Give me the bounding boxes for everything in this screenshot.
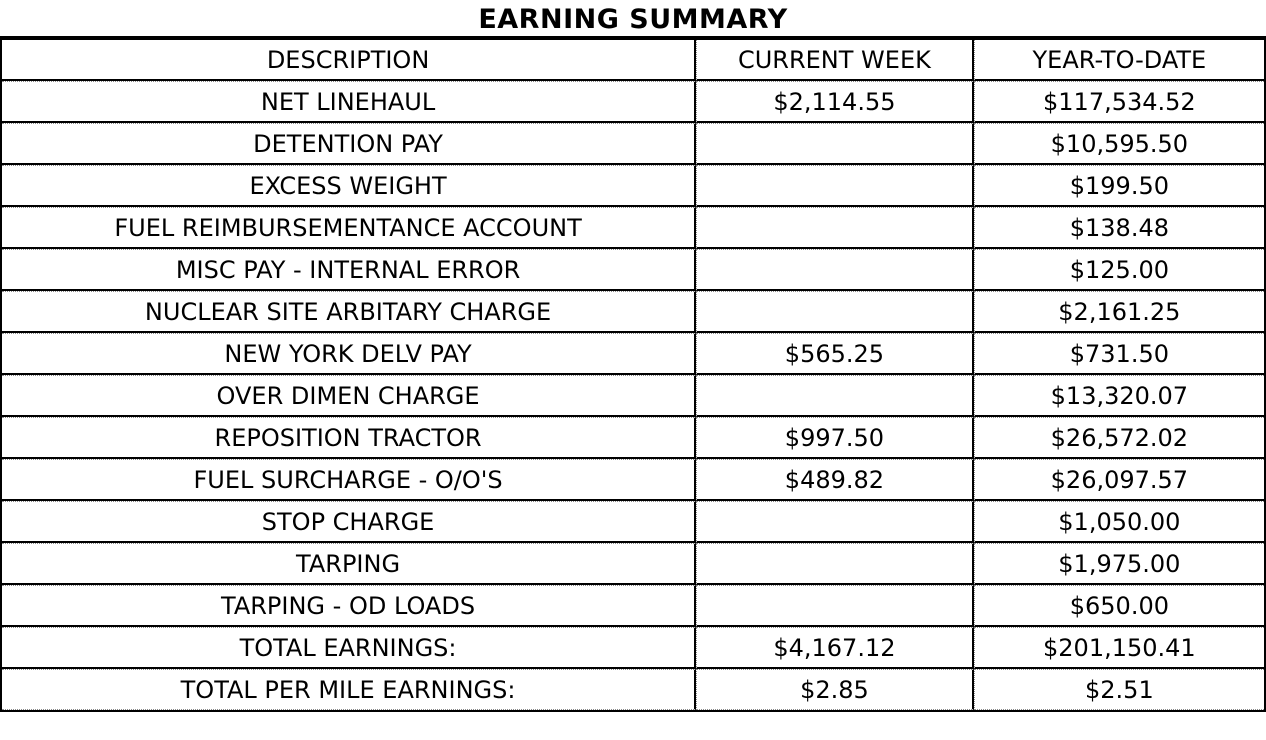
table-row — [2, 81, 1264, 123]
cell-current-week — [696, 165, 974, 207]
header-row — [2, 40, 1264, 81]
earning-summary-table — [0, 36, 1266, 712]
cell-current-week — [696, 249, 974, 291]
table-row — [2, 627, 1264, 669]
cell-year-to-date: $13,320.07 — [974, 375, 1264, 417]
cell-description: TOTAL PER MILE EARNINGS: — [2, 669, 696, 710]
table-row — [2, 165, 1264, 207]
cell-year-to-date: $2,161.25 — [974, 291, 1264, 333]
cell-description: REPOSITION TRACTOR — [2, 417, 696, 459]
cell-year-to-date: $125.00 — [974, 249, 1264, 291]
cell-year-to-date: $1,975.00 — [974, 543, 1264, 585]
cell-description: EXCESS WEIGHT — [2, 165, 696, 207]
table-row — [2, 501, 1264, 543]
cell-current-week: $489.82 — [696, 459, 974, 501]
cell-year-to-date: $201,150.41 — [974, 627, 1264, 669]
cell-year-to-date: $2.51 — [974, 669, 1264, 710]
table-row — [2, 585, 1264, 627]
cell-year-to-date: $650.00 — [974, 585, 1264, 627]
table-row — [2, 207, 1264, 249]
table-row — [2, 459, 1264, 501]
cell-year-to-date: $731.50 — [974, 333, 1264, 375]
column-header-current-week: CURRENT WEEK — [696, 40, 974, 81]
cell-current-week — [696, 543, 974, 585]
table-row — [2, 123, 1264, 165]
cell-description: NUCLEAR SITE ARBITARY CHARGE — [2, 291, 696, 333]
table-row — [2, 249, 1264, 291]
table-row — [2, 375, 1264, 417]
table-body — [2, 81, 1264, 710]
table-row — [2, 291, 1264, 333]
cell-year-to-date: $26,572.02 — [974, 417, 1264, 459]
cell-current-week: $4,167.12 — [696, 627, 974, 669]
cell-current-week — [696, 501, 974, 543]
cell-year-to-date: $10,595.50 — [974, 123, 1264, 165]
page-title: EARNING SUMMARY — [478, 4, 788, 35]
cell-current-week — [696, 207, 974, 249]
cell-description: MISC PAY - INTERNAL ERROR — [2, 249, 696, 291]
cell-description: FUEL SURCHARGE - O/O'S — [2, 459, 696, 501]
cell-description: NET LINEHAUL — [2, 81, 696, 123]
column-header-year-to-date: YEAR-TO-DATE — [974, 40, 1264, 81]
column-header-description: DESCRIPTION — [2, 40, 696, 81]
cell-current-week: $565.25 — [696, 333, 974, 375]
cell-description: OVER DIMEN CHARGE — [2, 375, 696, 417]
cell-current-week — [696, 375, 974, 417]
cell-description: FUEL REIMBURSEMENTANCE ACCOUNT — [2, 207, 696, 249]
table-row — [2, 669, 1264, 710]
cell-description: NEW YORK DELV PAY — [2, 333, 696, 375]
cell-current-week — [696, 123, 974, 165]
table-row — [2, 333, 1264, 375]
cell-description: TARPING - OD LOADS — [2, 585, 696, 627]
cell-current-week — [696, 291, 974, 333]
cell-year-to-date: $117,534.52 — [974, 81, 1264, 123]
cell-description: DETENTION PAY — [2, 123, 696, 165]
cell-current-week — [696, 585, 974, 627]
cell-year-to-date: $199.50 — [974, 165, 1264, 207]
cell-year-to-date: $1,050.00 — [974, 501, 1264, 543]
cell-current-week: $997.50 — [696, 417, 974, 459]
cell-current-week: $2,114.55 — [696, 81, 974, 123]
cell-year-to-date: $26,097.57 — [974, 459, 1264, 501]
cell-description: STOP CHARGE — [2, 501, 696, 543]
cell-year-to-date: $138.48 — [974, 207, 1264, 249]
cell-description: TARPING — [2, 543, 696, 585]
cell-current-week: $2.85 — [696, 669, 974, 710]
table-row — [2, 543, 1264, 585]
cell-description: TOTAL EARNINGS: — [2, 627, 696, 669]
table-row — [2, 417, 1264, 459]
table-header — [2, 40, 1264, 81]
